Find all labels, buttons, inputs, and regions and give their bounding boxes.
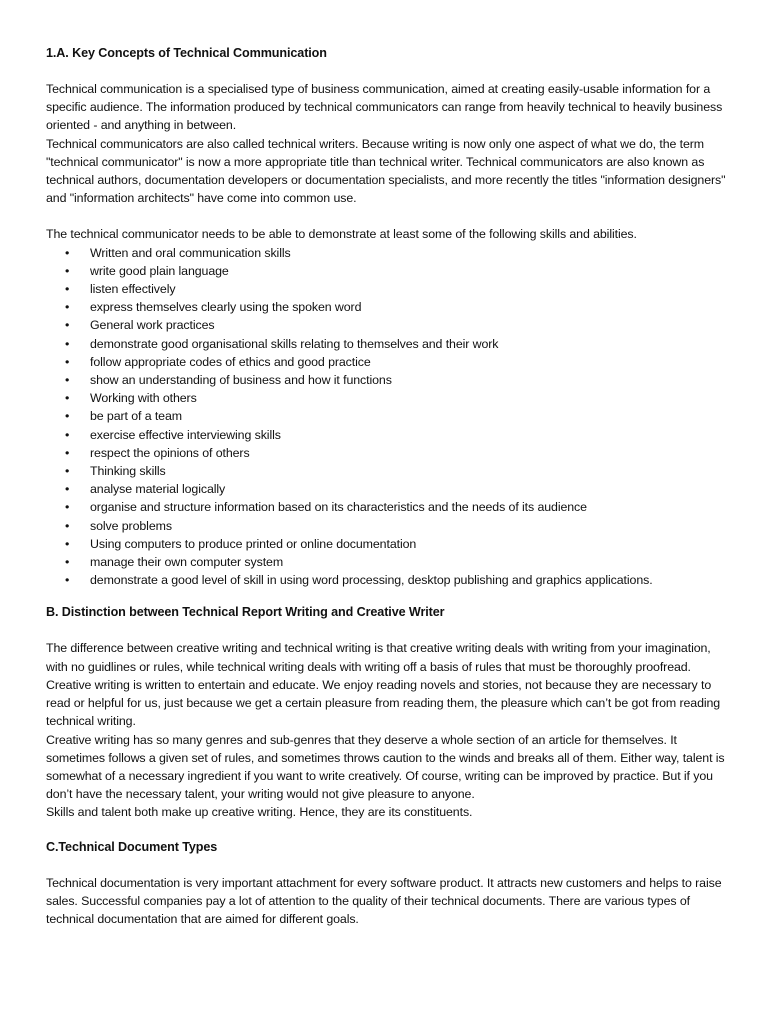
list-item: • analyse material logically xyxy=(46,480,726,498)
list-item: • write good plain language xyxy=(46,262,726,280)
list-item: • respect the opinions of others xyxy=(46,444,726,462)
section-a-heading: 1.A. Key Concepts of Technical Communication xyxy=(46,46,327,60)
bullet-icon: • xyxy=(65,482,70,497)
section-c-paragraph: Technical documentation is very important attachment for every software product. It attracts new customers and helps to raise sales. Successful companies pay a lot of attention to the quality of their technical documents. There are various types of technical documentation that are aimed for different goals. xyxy=(46,875,722,926)
list-item: • solve problems xyxy=(46,517,726,535)
bullet-icon: • xyxy=(65,391,70,406)
list-item: • exercise effective interviewing skills xyxy=(46,426,726,444)
bullet-icon: • xyxy=(65,300,70,315)
skills-list xyxy=(46,244,726,590)
bullet-icon: • xyxy=(65,518,70,533)
section-c-heading: C.Technical Document Types xyxy=(46,839,218,854)
section-b-paragraph: The difference between creative writing and technical writing is that creative writing deals with writing from your imagination, with no guidlines or rules, while technical writing deals with writing off a basis of rules that must be thoroughly proofread. xyxy=(46,641,711,674)
bullet-icon: • xyxy=(65,318,70,333)
list-item: • Using computers to produce printed or online documentation xyxy=(46,535,726,553)
list-item: • Written and oral communication skills xyxy=(46,244,726,262)
section-a-paragraph: Technical communication is a specialised type of business communication, aimed at creating easily-usable information for a specific audience. The information produced by technical communicators can range from heavily technical to heavily business oriented - and anything in between. xyxy=(46,82,723,133)
bullet-icon: • xyxy=(65,373,70,388)
bullet-icon: • xyxy=(65,464,70,479)
bullet-icon: • xyxy=(65,573,70,588)
section-b xyxy=(46,603,726,821)
list-item: • demonstrate good organisational skills relating to themselves and their work xyxy=(46,335,726,353)
bullet-icon: • xyxy=(65,500,70,515)
bullet-icon: • xyxy=(65,336,70,351)
list-item: • be part of a team xyxy=(46,407,726,425)
list-item: • organise and structure information based on its characteristics and the needs of its audience xyxy=(46,498,726,516)
document-page xyxy=(46,44,726,928)
bullet-icon: • xyxy=(65,354,70,369)
bullet-icon: • xyxy=(65,282,70,297)
list-item: • Working with others xyxy=(46,389,726,407)
bullet-icon: • xyxy=(65,263,70,278)
section-b-paragraph: Skills and talent both make up creative writing. Hence, they are its constituents. xyxy=(46,805,473,820)
list-item: • follow appropriate codes of ethics and good practice xyxy=(46,353,726,371)
section-c xyxy=(46,838,726,929)
bullet-icon: • xyxy=(65,245,70,260)
skills-list-intro: The technical communicator needs to be able to demonstrate at least some of the following skills and abilities. xyxy=(46,227,637,242)
bullet-icon: • xyxy=(65,555,70,570)
bullet-icon: • xyxy=(65,427,70,442)
list-item: • manage their own computer system xyxy=(46,553,726,571)
bullet-icon: • xyxy=(65,409,70,424)
list-item: • listen effectively xyxy=(46,280,726,298)
list-item: • demonstrate a good level of skill in using word processing, desktop publishing and graphics applications. xyxy=(46,571,726,589)
list-item: • General work practices xyxy=(46,316,726,334)
list-item: • show an understanding of business and how it functions xyxy=(46,371,726,389)
list-item: • Thinking skills xyxy=(46,462,726,480)
section-a-paragraph: Technical communicators are also called technical writers. Because writing is now only one aspect of what we do, the term "technical communicator" is now a more appropriate title than technical writer. Technical communicators are also known as technical authors, documentation developers or documentation specialists, and more recently the titles "information designers" and "information architects" have come into common use. xyxy=(46,136,726,206)
list-item: • express themselves clearly using the spoken word xyxy=(46,298,726,316)
bullet-icon: • xyxy=(65,445,70,460)
section-b-paragraph: Creative writing is written to entertain and educate. We enjoy reading novels and stories, not because they are necessary to read or helpful for us, just because we get a certain pleasure from reading them, the pleasure which can’t be got from reading technical writing. xyxy=(46,677,721,729)
bullet-icon: • xyxy=(65,536,70,551)
section-b-paragraph: Creative writing has so many genres and sub-genres that they deserve a whole section of an article for themselves. It sometimes follows a given set of rules, and sometimes throws caution to the winds and breaks all of them. Either way, talent is somewhat of a necessary ingredient if you want to write creatively. Of course, writing can be improved by practice. But if you don’t have the necessary talent, your writing would not give pleasure to anyone. xyxy=(46,732,725,802)
section-b-heading: B. Distinction between Technical Report Writing and Creative Writer xyxy=(46,605,445,620)
